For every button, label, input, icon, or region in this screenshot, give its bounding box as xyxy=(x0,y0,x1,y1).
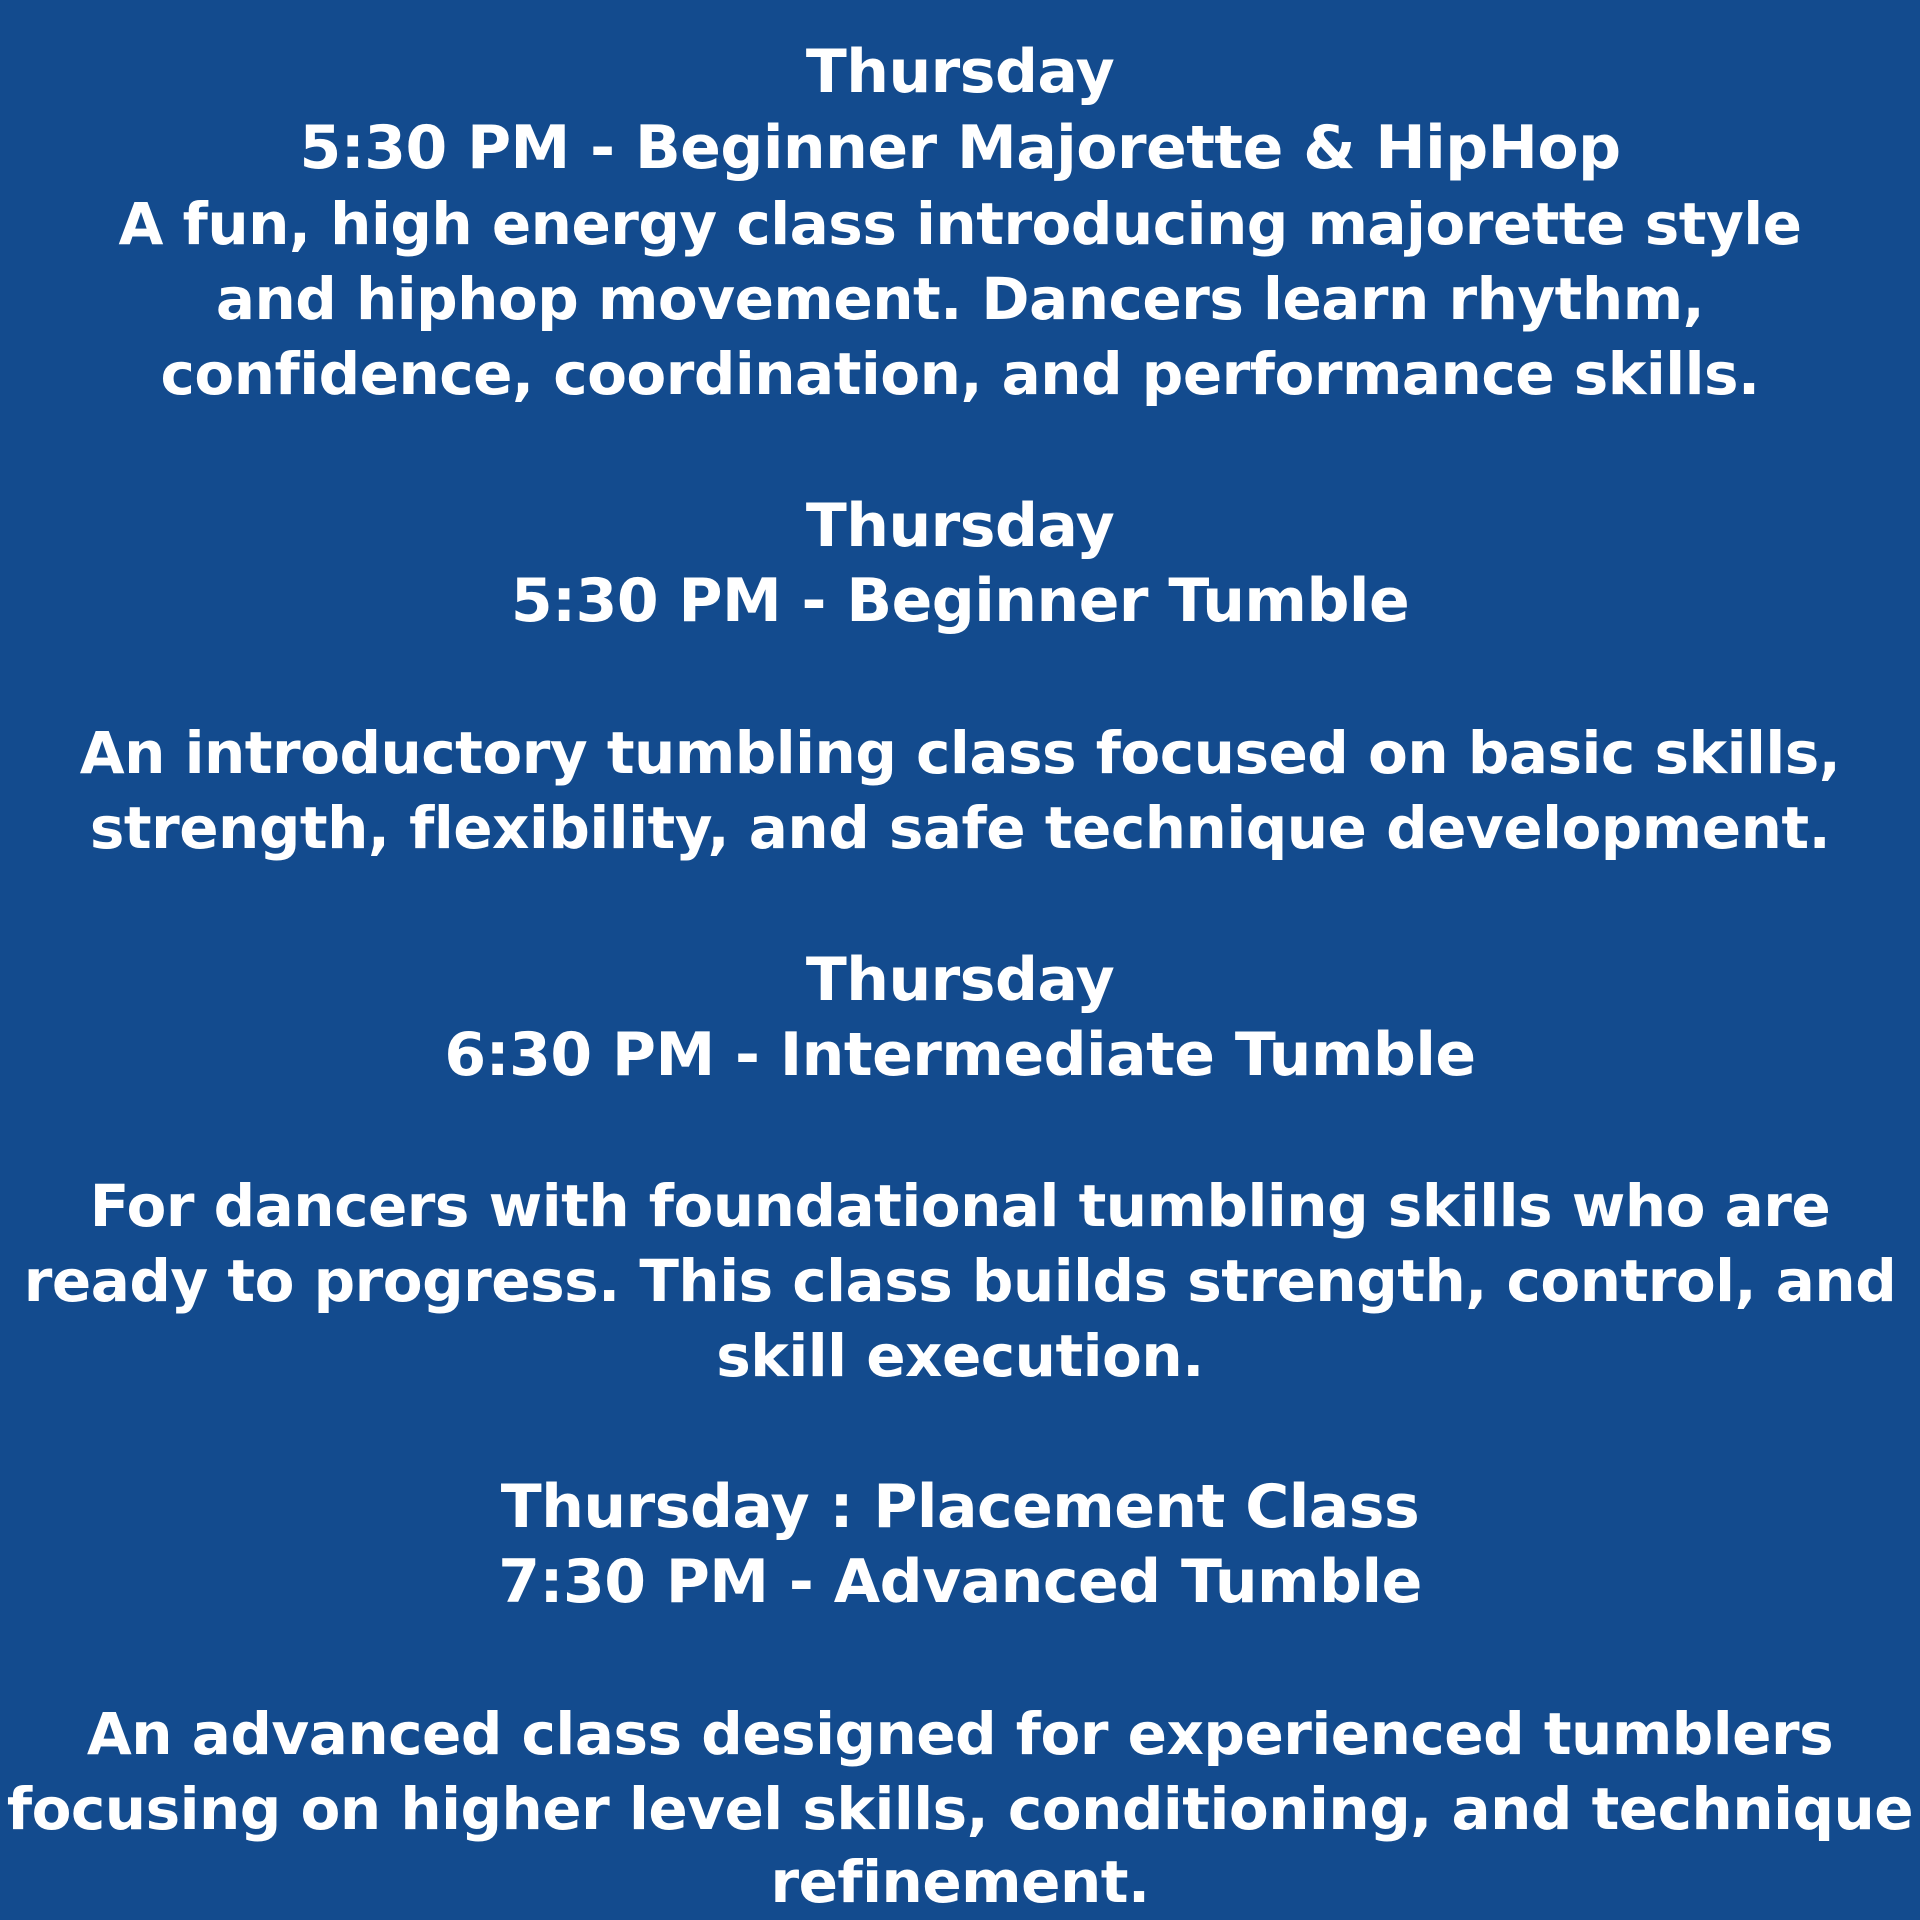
description-line: An advanced class designed for experienced tumblers xyxy=(86,1700,1834,1768)
class-day: Thursday xyxy=(805,37,1115,107)
class-time-title: 6:30 PM - Intermediate Tumble xyxy=(444,1020,1476,1090)
description-line: focusing on higher level skills, conditioning, and technique xyxy=(6,1775,1914,1843)
description-line: skill execution. xyxy=(716,1322,1204,1390)
class-day: Thursday xyxy=(805,945,1115,1015)
class-time-title: 7:30 PM - Advanced Tumble xyxy=(498,1547,1422,1617)
class-day: Thursday : Placement Class xyxy=(500,1472,1420,1542)
description-line: For dancers with foundational tumbling skills who are xyxy=(89,1172,1831,1240)
description-line: refinement. xyxy=(770,1848,1150,1916)
description-line: A fun, high energy class introducing majorette style xyxy=(118,190,1802,258)
description-line: An introductory tumbling class focused on basic skills, xyxy=(79,719,1841,787)
class-time-title: 5:30 PM - Beginner Majorette & HipHop xyxy=(299,113,1621,183)
class-day: Thursday xyxy=(805,491,1115,561)
description-line: ready to progress. This class builds strength, control, and xyxy=(23,1247,1897,1315)
class-time-title: 5:30 PM - Beginner Tumble xyxy=(510,566,1410,636)
description-line: strength, flexibility, and safe technique development. xyxy=(89,794,1831,862)
description-line: and hiphop movement. Dancers learn rhythm, xyxy=(215,265,1705,333)
description-line: confidence, coordination, and performance skills. xyxy=(160,340,1760,408)
